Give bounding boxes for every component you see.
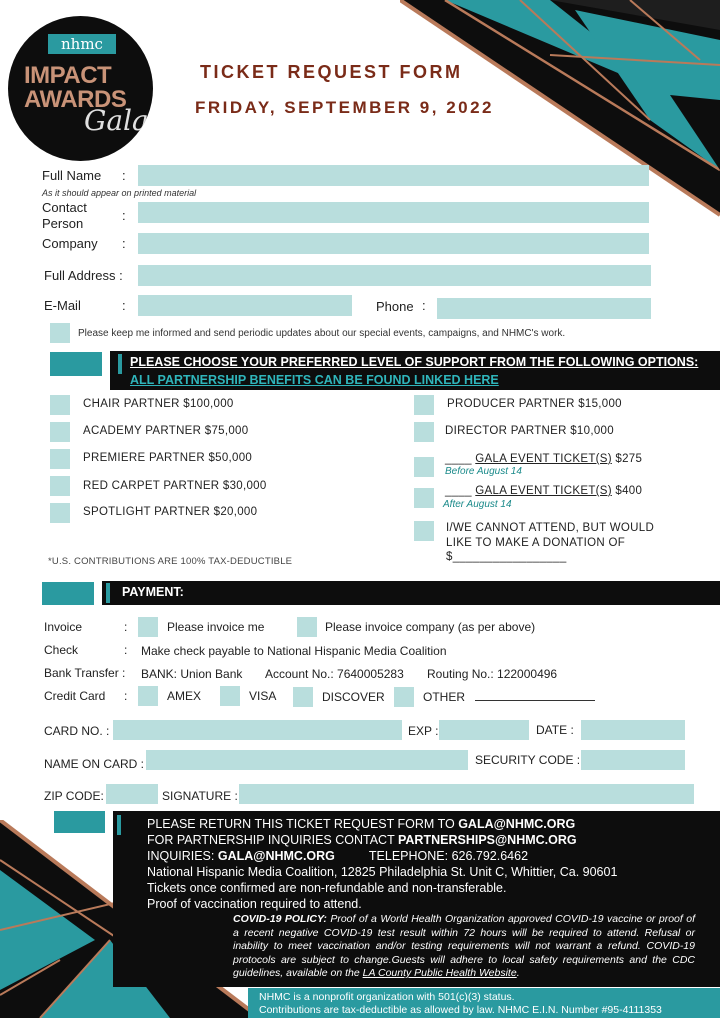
full-name-label: Full Name	[42, 168, 102, 183]
full-address-field[interactable]	[138, 265, 651, 286]
zip-code-field[interactable]	[106, 784, 158, 804]
bank-transfer-label: Bank Transfer :	[44, 666, 126, 680]
band-accent	[106, 583, 110, 603]
academy-partner-checkbox[interactable]	[50, 422, 70, 442]
signature-label: SIGNATURE :	[162, 789, 238, 803]
director-partner-checkbox[interactable]	[414, 422, 434, 442]
red-carpet-partner-label	[83, 480, 267, 492]
logo-awards-text: AWARDS	[24, 86, 127, 113]
full-name-field[interactable]	[138, 165, 649, 186]
covid-end: .	[516, 967, 520, 979]
partnership-benefits-link[interactable]: ALL PARTNERSHIP BENEFITS CAN BE FOUND LINKED HERE	[130, 373, 499, 387]
card-number-label: CARD NO. :	[44, 724, 110, 738]
inquiries-prefix: INQUIRIES:	[147, 849, 215, 863]
discover-label: DISCOVER	[322, 690, 385, 704]
payment-heading: PAYMENT:	[122, 585, 184, 599]
support-teal-tab	[50, 352, 102, 376]
visa-label: VISA	[249, 689, 277, 703]
security-code-label: SECURITY CODE :	[475, 753, 581, 767]
premiere-partner-checkbox[interactable]	[50, 449, 70, 469]
partnership-line	[147, 833, 577, 847]
option-name: PREMIERE PARTNER	[83, 452, 205, 464]
ticket-before-label	[445, 453, 642, 465]
phone-label: Phone	[376, 299, 414, 314]
other-input-line[interactable]	[475, 700, 595, 701]
nonrefundable-line: Tickets once confirmed are non-refundable and non-transferable.	[147, 881, 507, 895]
option-price: $50,000	[208, 452, 253, 464]
donation-line-1: I/WE CANNOT ATTEND, BUT WOULD	[446, 522, 655, 534]
security-code-field[interactable]	[581, 750, 685, 770]
partner-email[interactable]: PARTNERSHIPS@NHMC.ORG	[397, 833, 577, 847]
option-price: $100,000	[183, 398, 234, 410]
quantity-blank: ____	[445, 453, 472, 465]
company-field[interactable]	[138, 233, 649, 254]
logo-gala-text: Gala	[84, 104, 149, 137]
covid-text: Proof of a World Health Organization approved COVID-19 vaccine or proof of a recent negative COVID-19 test result within 72 hours will be required to attend. Refusal or inability to meet vaccination and/or testing requirements will not warrant a refund. COVID-19 protocols are subject to change.Guests will adhere to local safety requirements and the CDC guidelines, available on the	[233, 913, 695, 979]
vaccination-line: Proof of vaccination required to attend.	[147, 897, 362, 911]
date-field[interactable]	[581, 720, 685, 740]
colon: :	[122, 236, 126, 251]
colon: :	[122, 208, 126, 223]
colon: :	[122, 298, 126, 313]
donation-checkbox[interactable]	[414, 521, 434, 541]
option-price: $10,000	[570, 425, 614, 437]
email-field[interactable]	[138, 295, 352, 316]
quantity-blank: ____	[445, 485, 472, 497]
support-heading-band	[110, 351, 720, 390]
invoice-label: Invoice	[44, 620, 83, 634]
option-name: ACADEMY PARTNER	[83, 425, 202, 437]
option-name: DIRECTOR PARTNER	[445, 425, 567, 437]
signature-field[interactable]	[239, 784, 694, 804]
tax-deductible-note: *U.S. CONTRIBUTIONS ARE 100% TAX-DEDUCTIBLE	[48, 556, 293, 567]
ticket-before-checkbox[interactable]	[414, 457, 434, 477]
donation-line-2: LIKE TO MAKE A DONATION OF	[446, 537, 626, 549]
option-price: $15,000	[578, 398, 622, 410]
inquiries-line	[147, 849, 528, 863]
spotlight-partner-checkbox[interactable]	[50, 503, 70, 523]
invoice-company-label: Please invoice company (as per above)	[325, 620, 536, 634]
exp-label: EXP :	[408, 724, 439, 738]
producer-partner-label	[447, 398, 622, 410]
band-accent	[118, 354, 122, 374]
spotlight-partner-label	[83, 506, 257, 518]
director-partner-label	[445, 425, 614, 437]
bank-name: BANK: Union Bank	[141, 667, 243, 681]
nonprofit-line-2: Contributions are tax-deductible as allowed by law. NHMC E.I.N. Number #95-4111353	[259, 1004, 662, 1016]
address-line: National Hispanic Media Coalition, 12825 Philadelphia St. Unit C, Whittier, Ca. 90601	[147, 865, 618, 879]
credit-card-label: Credit Card	[44, 689, 106, 703]
footer-panel	[113, 811, 720, 987]
band-accent	[117, 815, 121, 835]
option-price: $20,000	[213, 506, 258, 518]
colon: :	[422, 298, 426, 313]
donation-amount-line[interactable]: $_________________	[446, 551, 567, 563]
colon: :	[122, 168, 126, 183]
payment-teal-tab	[42, 582, 94, 605]
option-price: $75,000	[204, 425, 249, 437]
name-on-card-label: NAME ON CARD :	[44, 757, 145, 771]
payment-heading-band	[102, 581, 720, 605]
telephone: TELEPHONE: 626.792.6462	[368, 849, 529, 863]
event-date: FRIDAY, SEPTEMBER 9, 2022	[195, 98, 495, 117]
academy-partner-label	[83, 425, 248, 437]
inquiries-email[interactable]: GALA@NHMC.ORG	[217, 849, 335, 863]
check-label: Check	[44, 643, 79, 657]
public-health-link[interactable]: LA County Public Health Website	[362, 967, 517, 979]
other-checkbox[interactable]	[394, 687, 414, 707]
chair-partner-checkbox[interactable]	[50, 395, 70, 415]
logo-org-badge	[48, 34, 116, 54]
option-name: SPOTLIGHT PARTNER	[83, 506, 211, 518]
after-aug-note: After August 14	[443, 499, 512, 510]
invoice-me-checkbox[interactable]	[138, 617, 158, 637]
amex-label: AMEX	[167, 689, 202, 703]
date-label: DATE :	[536, 723, 574, 737]
contact-person-label: Contact	[42, 200, 87, 215]
before-aug-note: Before August 14	[445, 466, 522, 477]
full-name-note: As it should appear on printed material	[42, 188, 197, 198]
colon: :	[124, 620, 128, 634]
option-name: GALA EVENT TICKET(S)	[475, 453, 612, 465]
producer-partner-checkbox[interactable]	[414, 395, 434, 415]
nonprofit-band	[248, 988, 720, 1018]
nonprofit-line-1: NHMC is a nonprofit organization with 501(c)(3) status.	[259, 991, 515, 1003]
option-name: CHAIR PARTNER	[83, 398, 180, 410]
option-price: $275	[615, 453, 643, 465]
partner-prefix: FOR PARTNERSHIP INQUIRIES CONTACT	[147, 833, 395, 847]
contact-person-field[interactable]	[138, 202, 649, 223]
email-label: E-Mail	[44, 298, 81, 313]
invoice-company-checkbox[interactable]	[297, 617, 317, 637]
invoice-me-label: Please invoice me	[167, 620, 265, 634]
check-instructions: Make check payable to National Hispanic Media Coalition	[141, 644, 447, 658]
colon: :	[124, 689, 128, 703]
keep-informed-text: Please keep me informed and send periodic updates about our special events, campaigns, and NHMC's work.	[78, 328, 566, 339]
other-label: OTHER	[423, 690, 465, 704]
colon: :	[124, 643, 128, 657]
discover-checkbox[interactable]	[293, 687, 313, 707]
amex-checkbox[interactable]	[138, 686, 158, 706]
logo-letter-n: nhmc	[48, 34, 116, 54]
full-address-label: Full Address :	[44, 268, 123, 283]
option-price: $400	[615, 485, 643, 497]
zip-code-label: ZIP CODE:	[44, 789, 104, 803]
option-price: $30,000	[222, 480, 267, 492]
option-name: RED CARPET PARTNER	[83, 480, 220, 492]
ticket-after-label	[445, 485, 642, 497]
visa-checkbox[interactable]	[220, 686, 240, 706]
exp-field[interactable]	[439, 720, 529, 740]
logo	[8, 16, 153, 161]
support-heading: PLEASE CHOOSE YOUR PREFERRED LEVEL OF SUPPORT FROM THE FOLLOWING OPTIONS:	[130, 355, 699, 369]
account-number: Account No.: 7640005283	[265, 667, 404, 681]
return-line	[147, 817, 575, 831]
contact-person-label-2: Person	[42, 216, 84, 231]
return-prefix: PLEASE RETURN THIS TICKET REQUEST FORM TO	[147, 817, 455, 831]
red-carpet-partner-checkbox[interactable]	[50, 476, 70, 496]
card-number-field[interactable]	[113, 720, 402, 740]
chair-partner-label	[83, 398, 234, 410]
company-label: Company	[42, 236, 98, 251]
logo-impact-text: IMPACT	[24, 62, 112, 89]
ticket-after-checkbox[interactable]	[414, 488, 434, 508]
covid-policy	[233, 913, 695, 981]
return-email[interactable]: GALA@NHMC.ORG	[458, 817, 576, 831]
form-title: TICKET REQUEST FORM	[200, 62, 463, 82]
premiere-partner-label	[83, 452, 252, 464]
name-on-card-field[interactable]	[146, 750, 468, 770]
routing-number: Routing No.: 122000496	[427, 667, 558, 681]
footer-teal-tab	[54, 811, 105, 833]
keep-informed-checkbox[interactable]	[50, 323, 70, 343]
option-name: PRODUCER PARTNER	[447, 398, 575, 410]
option-name: GALA EVENT TICKET(S)	[475, 485, 612, 497]
covid-label: COVID-19 POLICY:	[233, 913, 327, 925]
phone-field[interactable]	[437, 298, 651, 319]
